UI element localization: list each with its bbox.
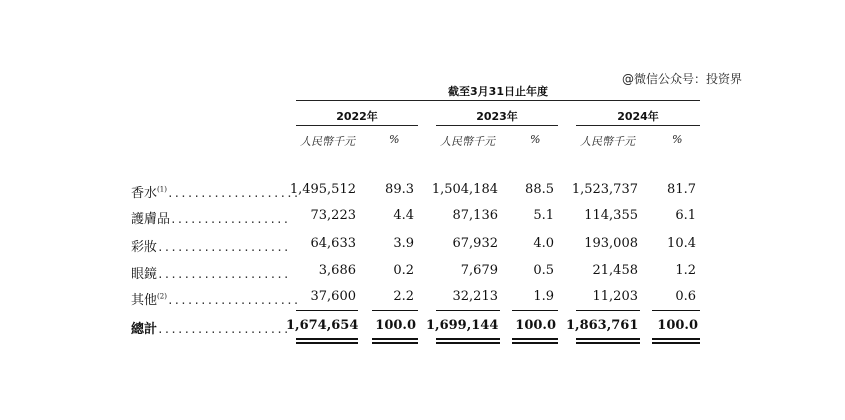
row-label-others: 其他$^{(2)}$.................... <box>131 292 300 308</box>
total-double-rule-2023-pct <box>512 338 558 344</box>
total-double-rule-2024-pct <box>652 338 700 344</box>
cell-eyewear-2024-pct: 1.2 <box>675 263 696 278</box>
year-rule-2022 <box>296 125 418 126</box>
cell-makeup-2023-amount: 67,932 <box>452 236 498 251</box>
year-header-2024: 2024年 <box>617 110 659 123</box>
subtotal-rule-2022-pct <box>372 310 418 311</box>
cell-eyewear-2022-pct: 0.2 <box>393 263 414 278</box>
cell-total-2023-amount: 1,699,144 <box>426 318 499 333</box>
cell-eyewear-2024-amount: 21,458 <box>592 263 638 278</box>
year-header-2022: 2022年 <box>336 110 378 123</box>
subtotal-rule-2024-pct <box>652 310 700 311</box>
cell-skincare-2024-pct: 6.1 <box>675 208 696 223</box>
row-label-total: 總計.................... <box>131 322 290 337</box>
subtotal-rule-2024-amount <box>576 310 640 311</box>
cell-makeup-2024-amount: 193,008 <box>584 236 638 251</box>
unit-pct-2023: % <box>530 133 541 146</box>
cell-total-2022-pct: 100.0 <box>375 318 416 333</box>
cell-skincare-2024-amount: 114,355 <box>584 208 638 223</box>
cell-skincare-2023-amount: 87,136 <box>452 208 498 223</box>
cell-skincare-2023-pct: 5.1 <box>533 208 554 223</box>
year-header-2023: 2023年 <box>476 110 518 123</box>
period-header: 截至3月31日止年度 <box>448 85 548 98</box>
cell-makeup-2023-pct: 4.0 <box>533 236 554 251</box>
total-double-rule-2024-amount <box>576 338 640 344</box>
cell-skincare-2022-amount: 73,223 <box>310 208 356 223</box>
cell-others-2023-pct: 1.9 <box>533 289 554 304</box>
unit-pct-2022: % <box>389 133 400 146</box>
unit-rmb-2022: 人民幣千元 <box>300 135 355 148</box>
cell-total-2024-amount: 1,863,761 <box>566 318 639 333</box>
unit-rmb-2024: 人民幣千元 <box>580 135 635 148</box>
cell-eyewear-2022-amount: 3,686 <box>318 263 356 278</box>
unit-rmb-2023: 人民幣千元 <box>440 135 495 148</box>
cell-fragrance-2023-amount: 1,504,184 <box>431 182 498 197</box>
cell-others-2024-amount: 11,203 <box>592 289 638 304</box>
cell-total-2023-pct: 100.0 <box>515 318 556 333</box>
cell-fragrance-2022-pct: 89.3 <box>385 182 414 197</box>
cell-makeup-2022-pct: 3.9 <box>393 236 414 251</box>
subtotal-rule-2022-amount <box>296 310 358 311</box>
cell-makeup-2024-pct: 10.4 <box>667 236 696 251</box>
cell-others-2023-amount: 32,213 <box>452 289 498 304</box>
year-rule-2023 <box>436 125 558 126</box>
cell-fragrance-2024-pct: 81.7 <box>667 182 696 197</box>
row-label-skincare: 護膚品.................. <box>131 212 290 227</box>
cell-others-2024-pct: 0.6 <box>675 289 696 304</box>
cell-total-2024-pct: 100.0 <box>657 318 698 333</box>
cell-makeup-2022-amount: 64,633 <box>310 236 356 251</box>
year-rule-2024 <box>576 125 700 126</box>
cell-eyewear-2023-amount: 7,679 <box>460 263 498 278</box>
watermark-text: @微信公众号：投资界 <box>622 72 743 86</box>
subtotal-rule-2023-amount <box>436 310 500 311</box>
total-double-rule-2023-amount <box>436 338 500 344</box>
total-double-rule-2022-pct <box>372 338 418 344</box>
row-label-fragrance: 香水$^{(1)}$.................... <box>131 185 300 201</box>
row-label-makeup: 彩妝.................... <box>131 240 290 255</box>
total-double-rule-2022-amount <box>296 338 358 344</box>
cell-others-2022-pct: 2.2 <box>393 289 414 304</box>
unit-pct-2024: % <box>672 133 683 146</box>
cell-fragrance-2022-amount: 1,495,512 <box>289 182 356 197</box>
cell-total-2022-amount: 1,674,654 <box>286 318 359 333</box>
cell-others-2022-amount: 37,600 <box>310 289 356 304</box>
header-rule <box>296 100 700 101</box>
subtotal-rule-2023-pct <box>512 310 558 311</box>
row-label-eyewear: 眼鏡.................... <box>131 267 290 282</box>
cell-fragrance-2023-pct: 88.5 <box>525 182 554 197</box>
cell-eyewear-2023-pct: 0.5 <box>533 263 554 278</box>
cell-fragrance-2024-amount: 1,523,737 <box>571 182 638 197</box>
cell-skincare-2022-pct: 4.4 <box>393 208 414 223</box>
